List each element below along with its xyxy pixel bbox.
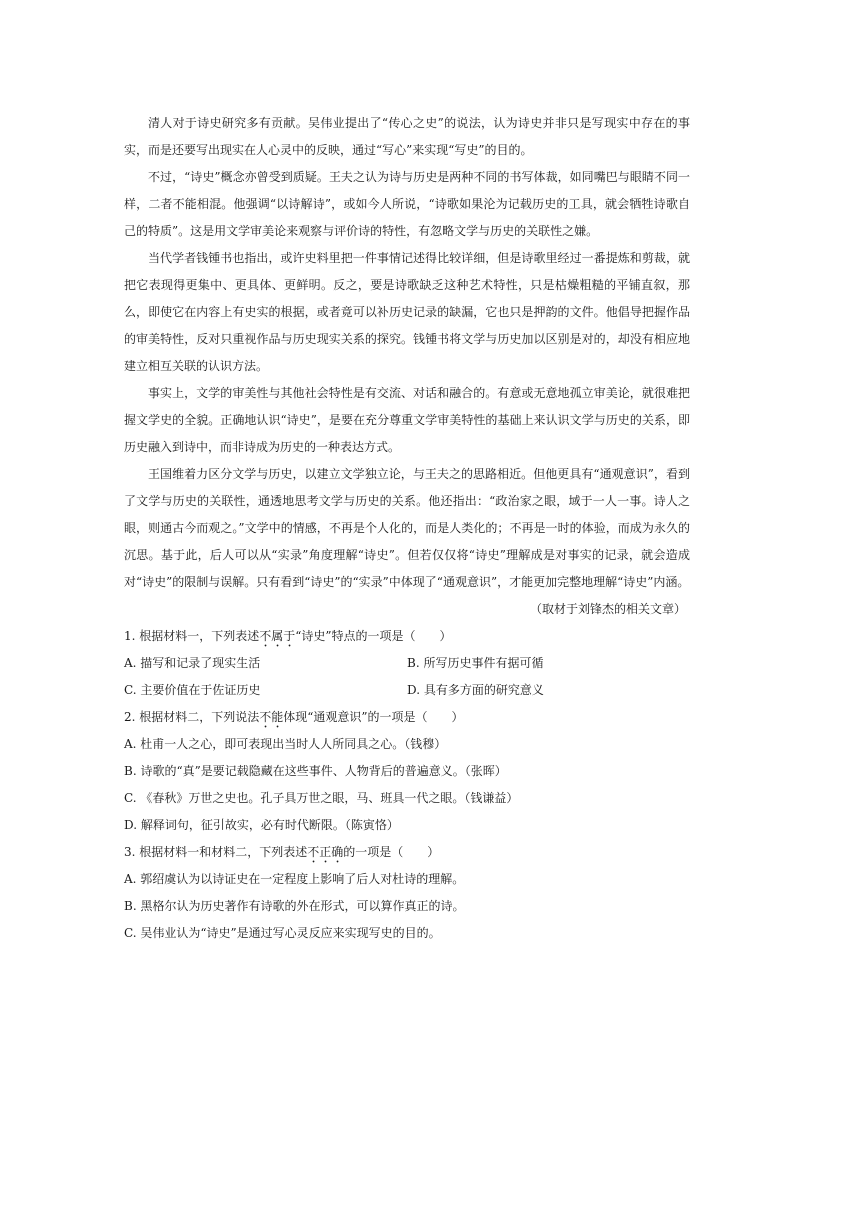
emphasis-mark: 不能 — [259, 710, 284, 724]
question-2-option-c[interactable]: C. 《春秋》万世之史也。孔子具万世之眼，马、班具一代之眼。（钱谦益） — [124, 791, 519, 805]
source-citation: （取材于刘锋杰的相关文章） — [529, 602, 686, 616]
question-2-stem: 2. 根据材料二，下列说法不能体现“通观意识”的一项是（ ） — [124, 710, 464, 724]
question-1-option-b[interactable]: B. 所写历史事件有据可循 — [407, 656, 544, 670]
question-3-option-b[interactable]: B. 黑格尔认为历史著作有诗歌的外在形式，可以算作真正的诗。 — [124, 899, 465, 913]
question-3-stem: 3. 根据材料一和材料二，下列表述不正确的一项是（ ） — [124, 845, 440, 859]
question-3-option-c[interactable]: C. 吴伟业认为“诗史”是通过写心灵反应来实现写史的目的。 — [124, 926, 441, 940]
material-paragraph-5: 王国维着力区分文学与历史，以建立文学独立论，与王夫之的思路相近。但他更具有“通观意识”，看到了文学与历史的关联性，通透地思考文学与历史的关系。他还指出：“政治家之眼，域于一人一事。诗人之眼，则通古今而观之。”文学中的情感，不再是个人化的，而是人类化的；不再是一时的体验，而成为永久的沉思。基于此，后人可以从“实录”角度理解“诗史”。但若仅仅将“诗史”理解成是对事实的记录，就会造成对“诗史”的限制与误解。只有看到“诗史”的“实录”中体现了“通观意识”，才能更加完整地理解“诗史”内涵。 — [124, 467, 691, 589]
material-paragraph-1: 清人对于诗史研究多有贡献。吴伟业提出了“传心之史”的说法，认为诗史并非只是写现实中存在的事实，而是还要写出现实在人心灵中的反映，通过“写心”来实现“写史”的目的。 — [124, 116, 690, 157]
question-1-option-d[interactable]: D. 具有多方面的研究意义 — [407, 683, 544, 697]
question-2-option-d[interactable]: D. 解释词句，征引故实，必有时代断限。（陈寅恪） — [124, 818, 399, 832]
question-1-option-a[interactable]: A. 描写和记录了现实生活 — [124, 656, 261, 670]
emphasis-mark: 不属于 — [259, 629, 296, 643]
question-1-option-c[interactable]: C. 主要价值在于佐证历史 — [124, 683, 261, 697]
question-2-option-a[interactable]: A. 杜甫一人之心，即可表现出当时人人所同具之心。（钱穆） — [124, 737, 447, 751]
question-2-option-b[interactable]: B. 诗歌的“真”是要记载隐藏在这些事件、人物背后的普遍意义。（张晖） — [124, 764, 507, 778]
document-page — [124, 110, 690, 947]
material-paragraph-3: 当代学者钱锺书也指出，或许史料里把一件事情记述得比较详细，但是诗歌里经过一番提炼和剪裁，就把它表现得更集中、更具体、更鲜明。反之，要是诗歌缺乏这种艺术特性，只是枯燥粗糙的平铺直叙，那么，即使它在内容上有史实的根据，或者竟可以补历史记录的缺漏，它也只是押韵的文件。他倡导把握作品的审美特性，反对只重视作品与历史现实关系的探究。钱锺书将文学与历史加以区别是对的，却没有相应地建立相互关联的认识方法。 — [124, 251, 690, 373]
question-1-options-row-1 — [124, 650, 690, 677]
question-1-options-row-2 — [124, 677, 690, 704]
question-3-option-a[interactable]: A. 郭绍虞认为以诗证史在一定程度上影响了后人对杜诗的理解。 — [124, 872, 465, 886]
emphasis-mark: 不正确 — [307, 845, 344, 859]
material-paragraph-4: 事实上，文学的审美性与其他社会特性是有交流、对话和融合的。有意或无意地孤立审美论，就很难把握文学史的全貌。正确地认识“诗史”，是要在充分尊重文学审美特性的基础上来认识文学与历史的关系，即历史融入到诗中，而非诗成为历史的一种表达方式。 — [124, 386, 690, 454]
material-paragraph-2: 不过，“诗史”概念亦曾受到质疑。王夫之认为诗与历史是两种不同的书写体裁，如同嘴巴与眼睛不同一样，二者不能相混。他强调“以诗解诗”，或如今人所说，“诗歌如果沦为记载历史的工具，就会牺牲诗歌自己的特质”。这是用文学审美论来观察与评价诗的特性，有忽略文学与历史的关联性之嫌。 — [124, 170, 690, 238]
question-1-stem: 1. 根据材料一，下列表述不属于“诗史”特点的一项是（ ） — [124, 629, 452, 643]
